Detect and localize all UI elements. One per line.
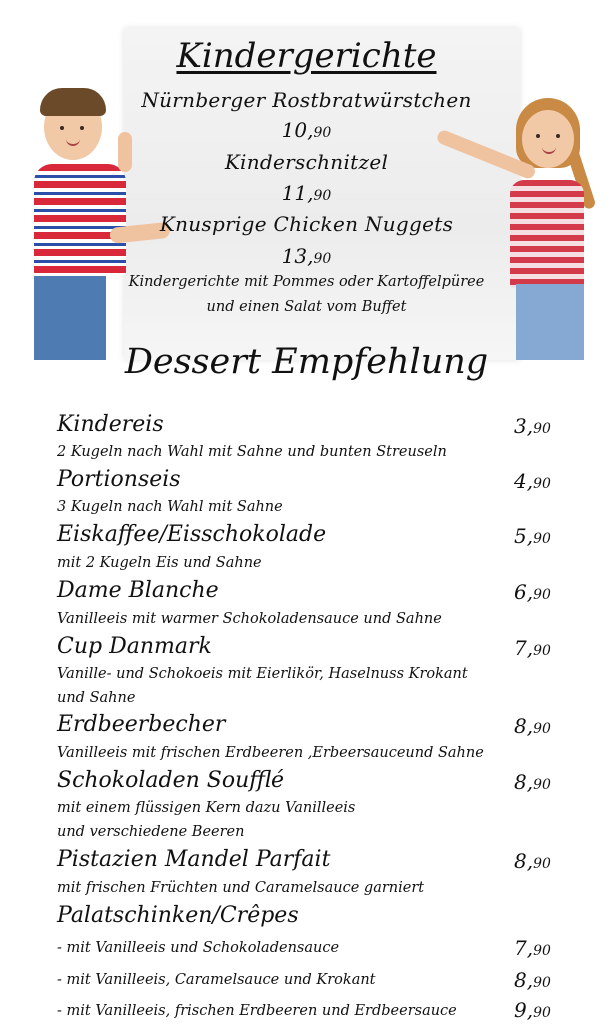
dessert-item-price: 8,90	[514, 770, 551, 794]
dessert-item-name: Schokoladen Soufflé	[57, 768, 284, 793]
dessert-item-description: 2 Kugeln nach Wahl mit Sahne und bunten Streuseln	[57, 444, 447, 460]
kindergerichte-title: Kindergerichte	[176, 36, 437, 76]
crepes-title: Palatschinken/Crêpes	[57, 903, 299, 928]
dessert-item-name: Eiskaffee/Eisschokolade	[57, 522, 327, 547]
kids-menu-note: Kindergerichte mit Pommes oder Kartoffelpüree	[128, 274, 485, 290]
crepes-option-price: 8,90	[514, 968, 551, 992]
kids-dish-name: Knusprige Chicken Nuggets	[159, 212, 454, 236]
dessert-item-name: Pistazien Mandel Parfait	[57, 847, 331, 872]
crepes-option: - mit Vanilleeis und Schokoladensauce	[57, 940, 340, 956]
crepes-option: - mit Vanilleeis, frischen Erdbeeren und Erdbeersauce	[57, 1003, 457, 1019]
dessert-item-name: Portionseis	[57, 467, 181, 492]
crepes-option-price: 9,90	[514, 998, 551, 1022]
dessert-title: Dessert Empfehlung	[124, 342, 489, 382]
kids-dish-price: 13,90	[281, 244, 332, 268]
dessert-item-description: Vanille- und Schokoeis mit Eierlikör, Haselnuss Krokant	[57, 666, 468, 682]
dessert-item-price: 7,90	[514, 636, 551, 660]
dessert-item-price: 8,90	[514, 714, 551, 738]
dessert-item-description: und Sahne	[57, 690, 136, 706]
kids-dish-name: Kinderschnitzel	[224, 150, 389, 174]
dessert-item-name: Erdbeerbecher	[57, 712, 226, 737]
dessert-item-description: mit 2 Kugeln Eis und Sahne	[57, 555, 262, 571]
dessert-item-name: Dame Blanche	[57, 578, 219, 603]
dessert-item-price: 4,90	[514, 469, 551, 493]
dessert-item-description: 3 Kugeln nach Wahl mit Sahne	[57, 499, 283, 515]
dessert-item-price: 3,90	[514, 414, 551, 438]
kids-menu-note: und einen Salat vom Buffet	[206, 299, 407, 315]
kids-dish-price: 11,90	[281, 181, 332, 205]
kids-dish-name: Nürnberger Rostbratwürstchen	[141, 88, 472, 112]
dessert-item-description: und verschiedene Beeren	[57, 824, 245, 840]
dessert-item-name: Cup Danmark	[57, 634, 212, 659]
dessert-item-description: mit frischen Früchten und Caramelsauce garniert	[57, 880, 425, 896]
crepes-option-price: 7,90	[514, 936, 551, 960]
kids-dish-price: 10,90	[281, 118, 332, 142]
dessert-item-price: 8,90	[514, 849, 551, 873]
dessert-item-name: Kindereis	[57, 412, 164, 437]
dessert-item-price: 5,90	[514, 524, 551, 548]
crepes-option: - mit Vanilleeis, Caramelsauce und Krokant	[57, 972, 376, 988]
dessert-item-description: mit einem flüssigen Kern dazu Vanilleeis	[57, 800, 356, 816]
dessert-item-description: Vanilleeis mit warmer Schokoladensauce und Sahne	[57, 611, 442, 627]
dessert-item-price: 6,90	[514, 580, 551, 604]
dessert-item-description: Vanilleeis mit frischen Erdbeeren ,Erbeersauceund Sahne	[57, 745, 484, 761]
